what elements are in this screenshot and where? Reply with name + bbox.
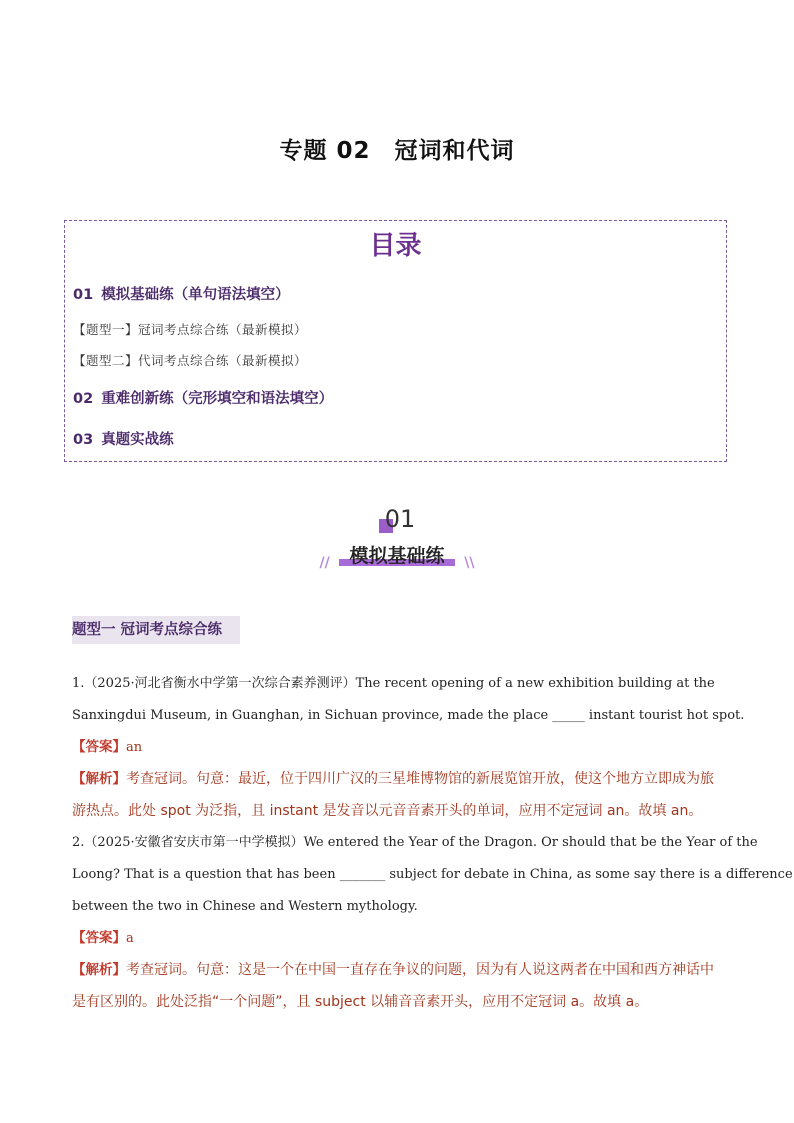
question-1-answer (72, 738, 732, 757)
question-2-answer (72, 929, 732, 948)
section-number: 01 (384, 505, 416, 533)
question-2-explanation-line-1 (72, 961, 732, 980)
question-1-line-2: Sanxingdui Museum, in Guanghan, in Sichuan province, made the place _____ instant tourist hot spot. (72, 708, 745, 723)
answer-value: a (126, 931, 134, 946)
toc-item-01[interactable] (73, 283, 290, 304)
answer-label: 【答案】 (72, 739, 126, 755)
question-1-explanation-line-1 (72, 770, 732, 789)
section-title-banner (0, 541, 794, 571)
section-number-badge (0, 505, 794, 533)
document-title: 专题 02 冠词和代词 (279, 138, 515, 164)
question-1-line-1: 1.（2025·河北省衡水中学第一次综合素养测评）The recent opening of a new exhibition building at the (72, 676, 715, 691)
question-type-heading: 题型一 冠词考点综合练 (72, 616, 240, 644)
toc-item-label: 重难创新练（完形填空和语法填空） (101, 391, 334, 407)
question-2-line-3: between the two in Chinese and Western mythology. (72, 899, 418, 914)
section-title: 模拟基础练 (349, 545, 445, 567)
answer-value: an (126, 740, 143, 755)
toc-item-number: 03 (73, 432, 94, 448)
explanation-text: 考查冠词。句意：这是一个在中国一直存在争议的问题，因为有人说这两者在中国和西方神话中 (126, 962, 714, 978)
answer-label: 【答案】 (72, 930, 126, 946)
toc-heading: 目录 (369, 231, 422, 261)
question-2-explanation-line-2: 是有区别的。此处泛指“一个问题”，且 subject 以辅音音素开头，应用不定冠词 a。故填 a。 (72, 994, 649, 1010)
explanation-text: 考查冠词。句意：最近，位于四川广汉的三星堆博物馆的新展览馆开放，使这个地方立即成为旅 (126, 771, 714, 787)
left-slashes-decoration: // (319, 555, 330, 571)
toc-item-label: 真题实战练 (101, 432, 174, 448)
toc-item-number: 02 (73, 391, 94, 407)
question-1-explanation-line-2: 游热点。此处 spot 为泛指，且 instant 是发音以元音音素开头的单词，应用不定冠词 an。故填 an。 (72, 803, 703, 819)
question-2-line-2: Loong? That is a question that has been _______ subject for debate in China, as some say there is a difference (72, 867, 793, 882)
explanation-label: 【解析】 (72, 771, 126, 787)
toc-subitem-type1[interactable]: 【题型一】冠词考点综合练（最新模拟） (73, 322, 308, 337)
toc-item-03[interactable] (73, 428, 174, 449)
right-slashes-decoration: \\ (464, 555, 475, 571)
toc-item-label: 模拟基础练（单句语法填空） (101, 287, 290, 303)
toc-subitem-type2[interactable]: 【题型二】代词考点综合练（最新模拟） (73, 353, 308, 368)
table-of-contents (64, 220, 727, 462)
toc-item-02[interactable] (73, 387, 333, 408)
explanation-label: 【解析】 (72, 962, 126, 978)
toc-item-number: 01 (73, 287, 94, 303)
question-2-line-1: 2.（2025·安徽省安庆市第一中学模拟）We entered the Year of the Dragon. Or should that be the Year of the (72, 835, 758, 850)
